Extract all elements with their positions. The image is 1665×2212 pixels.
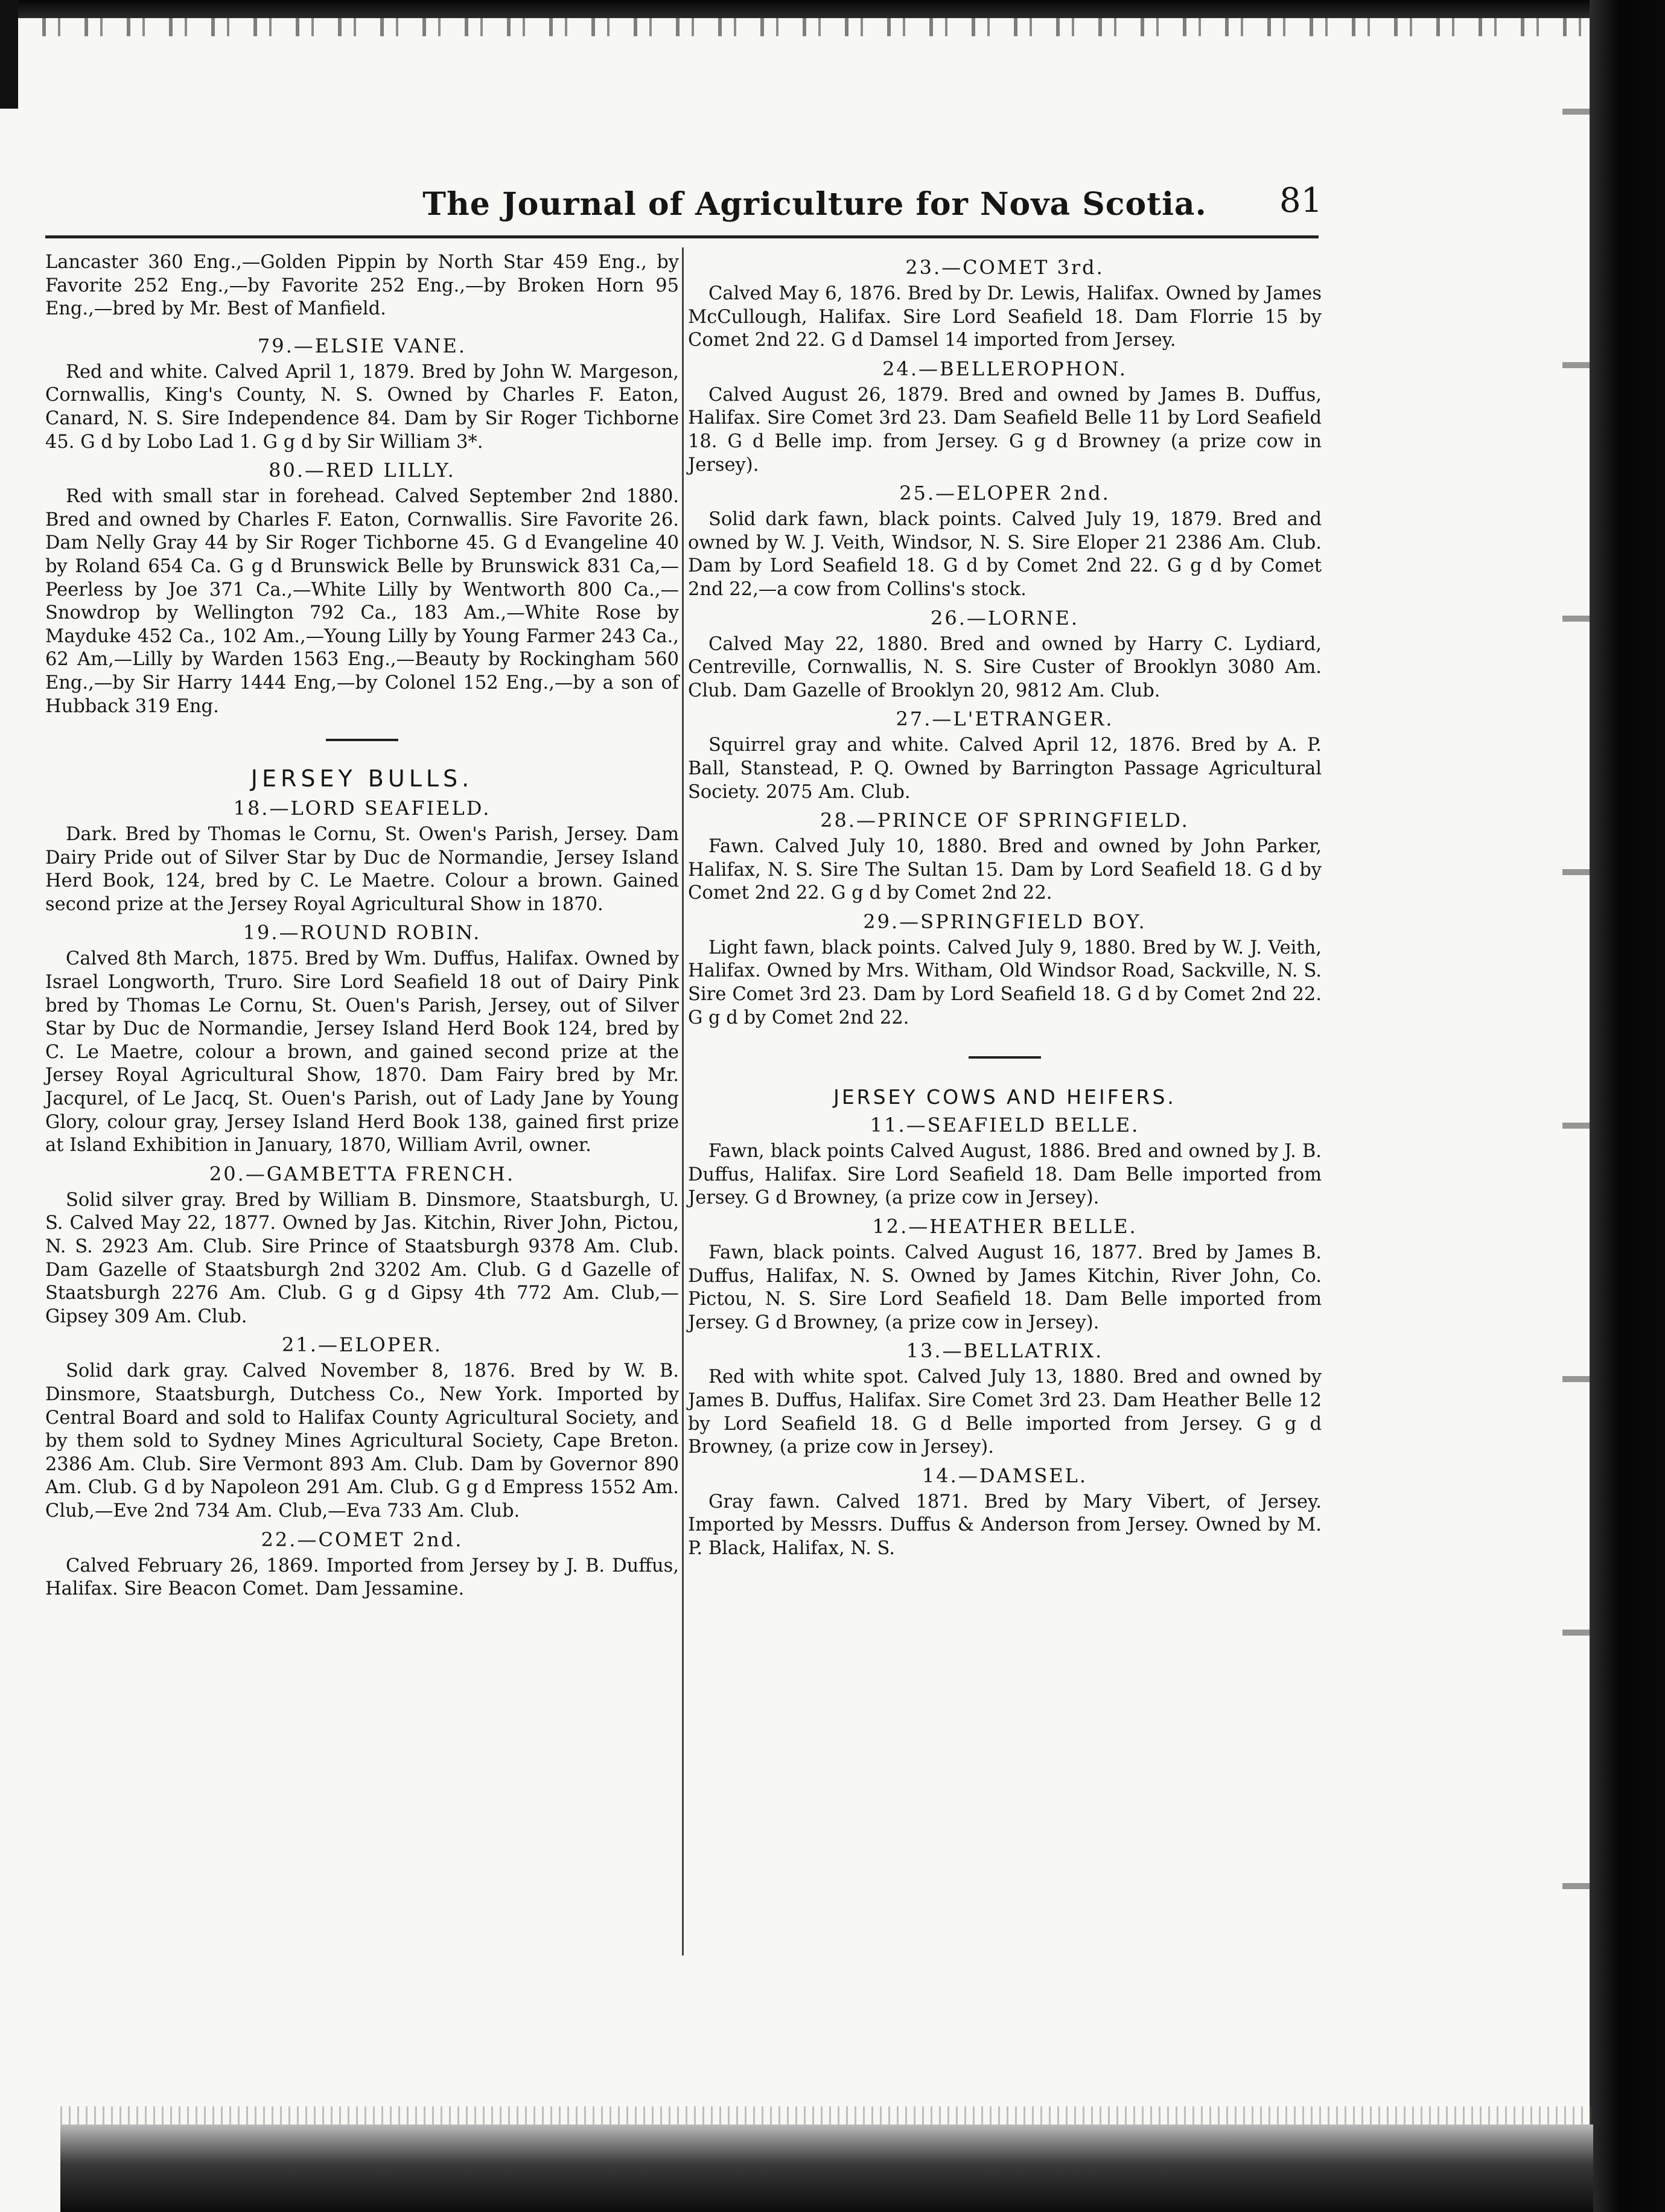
entry-text: Red with white spot. Calved July 13, 1880. Bred and owned by James B. Duffus, Halifax. Sire Comet 3rd 23. Dam Heather Belle 12 by Lord Seafield 18. G d Belle imported from Jersey. G g d Browney, (a prize cow in Jersey). [688,1366,1322,1458]
entry [45,1162,679,1329]
right-column [688,251,1322,1561]
entry-title: 20.—GAMBETTA FRENCH. [209,1162,515,1185]
entry [688,809,1322,905]
entry-text: Dark. Bred by Thomas le Cornu, St. Owen's Parish, Jersey. Dam Dairy Pride out of Silver Star by Duc de Normandie, Jersey Island Herd Book, 124, bred by C. Le Maetre. Colour a brown. Gained second prize at the Jersey Royal Agricultural Show in 1870. [45,824,679,915]
entry-title: 11.—SEAFIELD BELLE. [870,1114,1140,1137]
entry-text: Red with small star in forehead. Calved September 2nd 1880. Bred and owned by Charles F. Eaton, Cornwallis. Sire Favorite 26. Dam Nelly Gray 44 by Sir Roger Tichborne 45. G d Evangeline 40 by Roland 654 Ca. G g d Brunswick Belle by Brunswick 831 Ca,—Peerless by Joe 371 Ca.,—White Lilly by Wentworth 800 Ca.,—Snowdrop by Wellington 792 Ca., 183 Am.,—White Rose by Mayduke 452 Ca., 102 Am.,—Young Lilly by Young Farmer 243 Ca., 62 Am,—Lilly by Warden 1563 Eng.,—Beauty by Rockingham 560 Eng.,—by Sir Harry 1444 Eng,—by Colonel 152 Eng.,—by a son of Hubback 319 Eng. [45,486,679,717]
section-heading-jersey-cows: JERSEY COWS AND HEIFERS. [833,1085,1176,1109]
entry-text: Calved February 26, 1869. Imported from Jersey by J. B. Duffus, Halifax. Sire Beacon Comet. Dam Jessamine. [45,1555,679,1600]
scan-edge-bottom [60,2124,1593,2212]
page-number: 81 [1279,181,1323,220]
entry-title: 79.—ELSIE VANE. [257,334,467,357]
entry-title: 24.—BELLEROPHON. [882,357,1127,380]
entry-text: Fawn, black points Calved August, 1886. Bred and owned by J. B. Duffus, Halifax. Sire Lord Seafield 18. Dam Belle imported from Jersey. G d Browney, (a prize cow in Jersey). [688,1141,1322,1209]
column-divider [682,247,684,1955]
entry-text: Solid dark gray. Calved November 8, 1876. Bred by W. B. Dinsmore, Staatsburgh, Dutchess Co., New York. Imported by Central Board and sold to Halifax County Agricultural Society, and by them sold to Sydney Mines Agricultural Society, Cape Breton. 2386 Am. Club. Sire Vermont 893 Am. Club. Dam by Governor 890 Am. Club. G d by Napoleon 291 Am. Club. G g d Empress 1552 Am. Club,—Eve 2nd 734 Am. Club,—Eva 733 Am. Club. [45,1360,679,1522]
entry [688,707,1322,804]
entry-text: Solid silver gray. Bred by William B. Dinsmore, Staatsburgh, U. S. Calved May 22, 1877. Owned by Jas. Kitchin, River John, Pictou, N. S. 2923 Am. Club. Sire Prince of Staatsburgh 9378 Am. Club. Dam Gazelle of Staatsburgh 2nd 3202 Am. Club. G d Gazelle of Staatsburgh 2276 Am. Club. G g d Gipsy 4th 772 Am. Club,—Gipsey 309 Am. Club. [45,1189,679,1327]
section-divider [969,1056,1041,1059]
page-header [0,175,1665,241]
entry-text: Calved May 6, 1876. Bred by Dr. Lewis, Halifax. Owned by James McCullough, Halifax. Sire Lord Seafield 18. Dam Florrie 15 by Comet 2nd 22. G d Damsel 14 imported from Jersey. [688,283,1322,351]
entry-title: 29.—SPRINGFIELD BOY. [863,910,1147,933]
entry-text: Calved 8th March, 1875. Bred by Wm. Duffus, Halifax. Owned by Israel Longworth, Truro. Sire Lord Seafield 18 out of Dairy Pink bred by Thomas Le Cornu, St. Ouen's Parish, Jersey, out of Silver Star by Duc de Normandie, Jersey Island Herd Book 124, bred by C. Le Maetre, colour a brown, and gained second prize at the Jersey Royal Agricultural Show, 1870. Dam Fairy bred by Mr. Jacqurel, of Le Jacq, St. Ouen's Parish, out of Lady Jane by Young Glory, colour gray, Jersey Island Herd Book 138, gained first prize at Island Exhibition in January, 1870, William Avril, owner. [45,948,679,1156]
entry-text: Red and white. Calved April 1, 1879. Bred by John W. Margeson, Cornwallis, King's County, N. S. Owned by Charles F. Eaton, Canard, N. S. Sire Independence 84. Dam by Sir Roger Tichborne 45. G d by Lobo Lad 1. G g d by Sir William 3*. [45,361,679,453]
entry [688,607,1322,703]
entry-text: Solid dark fawn, black points. Calved July 19, 1879. Bred and owned by W. J. Veith, Windsor, N. S. Sire Eloper 21 2386 Am. Club. Dam by Lord Seafield 18. G d by Comet 2nd 22. G g d by Comet 2nd 22,—a cow from Collins's stock. [688,509,1322,600]
entry-title: 80.—RED LILLY. [269,459,456,482]
entry [688,482,1322,601]
entry-title: 19.—ROUND ROBIN. [243,921,482,945]
entry-title: 26.—LORNE. [931,606,1079,629]
entry [45,334,679,454]
entry-title: 23.—COMET 3rd. [905,256,1104,279]
entry-title: 13.—BELLATRIX. [906,1339,1104,1363]
scan-edge-right [1590,0,1665,2212]
continued-pedigree-text: Lancaster 360 Eng.,—Golden Pippin by North Star 459 Eng., by Favorite 252 Eng.,—by Favorite 252 Eng.,—by Broken Horn 95 Eng.,—bred by Mr. Best of Manfield. [45,252,679,320]
entry-title: 21.—ELOPER. [282,1333,442,1357]
entry-text: Light fawn, black points. Calved July 9, 1880. Bred by W. J. Veith, Halifax. Owned by Mrs. Witham, Old Windsor Road, Sackville, N. S. Sire Comet 3rd 23. Dam by Lord Seafield 18. G d by Comet 2nd 22. G g d by Comet 2nd 22. [688,937,1322,1028]
entry-title: 12.—HEATHER BELLE. [872,1215,1138,1238]
entry-text: Gray fawn. Calved 1871. Bred by Mary Vibert, of Jersey. Imported by Messrs. Duffus & Anderson from Jersey. Owned by M. P. Black, Halifax, N. S. [688,1491,1322,1559]
entry [45,1333,679,1523]
scan-edge-top-fringe [0,18,1665,36]
entry-title: 18.—LORD SEAFIELD. [233,797,491,820]
entry-title: 14.—DAMSEL. [922,1464,1088,1487]
entry-text: Calved August 26, 1879. Bred and owned by James B. Duffus, Halifax. Sire Comet 3rd 23. Dam Seafield Belle 11 by Lord Seafield 18. G d Belle imp. from Jersey. G g d Browney (a prize cow in Jersey). [688,384,1322,476]
entry-title: 25.—ELOPER 2nd. [899,482,1110,505]
entry [45,797,679,916]
section-heading-jersey-bulls: JERSEY BULLS. [250,765,474,792]
journal-title: The Journal of Agriculture for Nova Scotia. [422,186,1207,223]
entry [688,1114,1322,1210]
entry [688,1464,1322,1561]
entry [45,1528,679,1601]
section-divider [326,739,398,741]
left-column [45,251,679,1601]
entry-title: 28.—PRINCE OF SPRINGFIELD. [820,809,1189,832]
header-rule [45,235,1319,238]
entry-title: 22.—COMET 2nd. [261,1528,463,1551]
entry [45,921,679,1157]
entry-text: Squirrel gray and white. Calved April 12, 1876. Bred by A. P. Ball, Stanstead, P. Q. Owned by Barrington Passage Agricultural Society. 2075 Am. Club. [688,735,1322,803]
scan-edge-left [0,0,18,109]
entry-text: Fawn. Calved July 10, 1880. Bred and owned by John Parker, Halifax, N. S. Sire The Sultan 15. Dam by Lord Seafield 18. G d by Comet 2nd 22. G g d by Comet 2nd 22. [688,836,1322,904]
scan-edge-right-spots [1562,0,1590,2212]
entry [688,910,1322,1030]
entry [688,357,1322,477]
entry [688,1215,1322,1334]
entry-title: 27.—L'ETRANGER. [896,707,1114,731]
scan-edge-top [0,0,1665,18]
entry [688,1339,1322,1459]
entry [688,256,1322,352]
entry-text: Fawn, black points. Calved August 16, 1877. Bred by James B. Duffus, Halifax, N. S. Owned by James Kitchin, River John, Co. Pictou, N. S. Sire Lord Seafield 18. Dam Belle imported from Jersey. G d Browney, (a prize cow in Jersey). [688,1242,1322,1333]
entry-text: Calved May 22, 1880. Bred and owned by Harry C. Lydiard, Centreville, Cornwallis, N. S. Sire Custer of Brooklyn 3080 Am. Club. Dam Gazelle of Brooklyn 20, 9812 Am. Club. [688,633,1322,701]
entry [45,459,679,718]
